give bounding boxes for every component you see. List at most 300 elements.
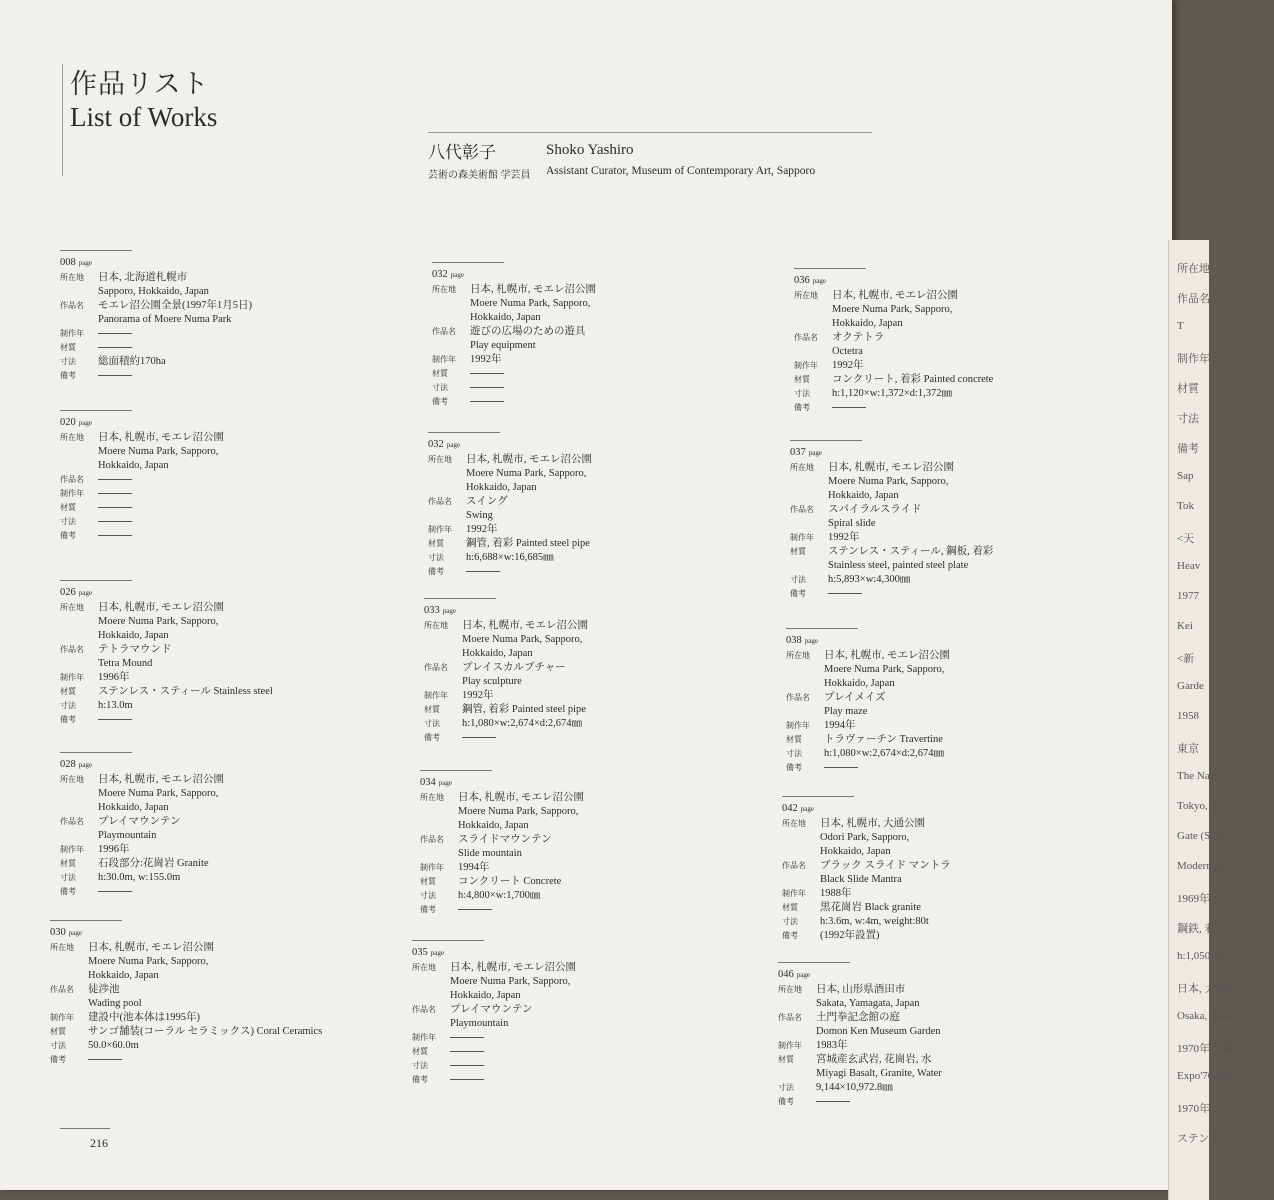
field-label: 寸法 <box>420 891 436 900</box>
entry-field-year <box>782 887 1102 901</box>
field-value: 日本, 札幌市, モエレ沼公園 Moere Numa Park, Sapporo, Hokkaido, Japan <box>98 432 224 471</box>
field-value <box>98 713 132 727</box>
page-label: page <box>450 271 464 279</box>
field-value: 日本, 札幌市, モエレ沼公園 Moere Numa Park, Sapporo, Hokkaido, Japan <box>88 942 214 981</box>
field-value: 総面積約170ha <box>98 356 166 367</box>
entry-field-note <box>432 395 752 409</box>
entry-field-mat <box>412 1045 732 1059</box>
empty-dash <box>832 407 866 408</box>
field-label: 備考 <box>428 567 444 576</box>
entry-field-title <box>60 815 380 843</box>
entry-field-note <box>50 1053 370 1067</box>
field-value <box>470 367 504 381</box>
empty-dash <box>98 521 132 522</box>
field-value: ステンレス・スティール Stainless steel <box>98 686 273 697</box>
field-label: 制作年 <box>424 691 448 700</box>
entry-field-title <box>60 299 380 327</box>
entry-rule <box>412 940 484 941</box>
field-label: 寸法 <box>782 917 798 926</box>
entry-page-ref: 036 page <box>794 275 826 286</box>
field-label: 作品名 <box>778 1013 802 1022</box>
field-value: プレイメイズ Play maze <box>824 692 886 717</box>
field-value <box>450 1073 484 1087</box>
entry-field-title <box>782 859 1102 887</box>
entry-field-year <box>420 861 740 875</box>
field-label: 作品名 <box>432 327 456 336</box>
work-entry <box>790 440 1110 601</box>
empty-dash <box>828 593 862 594</box>
adjacent-page-text: 材質 <box>1177 383 1199 395</box>
field-label: 所在地 <box>428 455 452 464</box>
field-value: 1992年 <box>828 532 860 543</box>
field-value: 日本, 札幌市, モエレ沼公園 Moere Numa Park, Sapporo, Hokkaido, Japan <box>470 284 596 323</box>
empty-dash <box>470 401 504 402</box>
field-value <box>450 1045 484 1059</box>
adjacent-page-text: Osaka, Japan <box>1177 1010 1236 1022</box>
entry-field-mat <box>432 367 752 381</box>
field-label: 備考 <box>432 397 448 406</box>
entry-field-loc <box>432 283 752 325</box>
field-label: 作品名 <box>428 497 452 506</box>
field-label: 所在地 <box>786 651 810 660</box>
empty-dash <box>98 479 132 480</box>
field-label: 備考 <box>794 403 810 412</box>
field-value: プレイスカルプチャー Play sculpture <box>462 662 566 687</box>
folio-rule <box>60 1128 110 1129</box>
entry-field-year <box>790 531 1110 545</box>
field-value: 1996年 <box>98 844 130 855</box>
entry-page-ref: 038 page <box>786 635 818 646</box>
field-label: 備考 <box>782 931 798 940</box>
entry-field-dim <box>782 915 1102 929</box>
adjacent-page-text: Expo'70 Foun <box>1177 1070 1239 1082</box>
field-label: 材質 <box>790 547 806 556</box>
work-entry <box>60 580 380 727</box>
field-value: スライドマウンテン Slide mountain <box>458 834 552 859</box>
field-value: 1983年 <box>816 1040 848 1051</box>
field-value <box>98 327 132 341</box>
field-value: サンゴ舗装(コーラル セラミックス) Coral Ceramics <box>88 1026 323 1037</box>
entry-field-mat <box>424 703 744 717</box>
adjacent-page-text: Tokyo, Ja <box>1177 800 1220 812</box>
adjacent-page-text: Heav <box>1177 560 1201 572</box>
adjacent-page-text: 所在地 <box>1177 263 1210 275</box>
adjacent-page-text: 日本, 大阪府 <box>1177 983 1238 995</box>
page-label: page <box>804 637 818 645</box>
entry-field-title <box>420 833 740 861</box>
page-label: page <box>78 259 92 267</box>
entry-field-note <box>424 731 744 745</box>
entry-rule <box>60 580 132 581</box>
field-value: h:1,080×w:2,674×d:2,674㎜ <box>462 718 583 729</box>
field-label: 備考 <box>420 905 436 914</box>
field-label: 作品名 <box>412 1005 436 1014</box>
adjacent-page-text: ステンレス・スティ <box>1177 1133 1274 1145</box>
field-label: 備考 <box>778 1097 794 1106</box>
field-label: 所在地 <box>424 621 448 630</box>
entry-field-loc <box>794 289 1114 331</box>
entry-field-dim <box>412 1059 732 1073</box>
entry-page-ref: 008 page <box>60 257 92 268</box>
field-label: 備考 <box>50 1055 66 1064</box>
author-name-japanese: 八代彰子 <box>428 143 496 162</box>
work-entry <box>50 920 370 1067</box>
page-label: page <box>78 761 92 769</box>
field-label: 寸法 <box>412 1061 428 1070</box>
entry-field-mat <box>420 875 740 889</box>
empty-dash <box>458 909 492 910</box>
adjacent-page-text: 寸法 <box>1177 413 1199 425</box>
entry-field-loc <box>778 983 1098 1011</box>
entry-rule <box>60 250 132 251</box>
entry-field-title <box>432 325 752 353</box>
field-label: 材質 <box>794 375 810 384</box>
field-value: 徒渉池 Wading pool <box>88 984 142 1009</box>
field-value: h:4,800×w:1,700㎜ <box>458 890 541 901</box>
entry-field-loc <box>790 461 1110 503</box>
work-entry <box>60 752 380 899</box>
field-value: ブラック スライド マントラ Black Slide Mantra <box>820 860 951 885</box>
field-value: 宮城産玄武岩, 花崗岩, 水 Miyagi Basalt, Granite, Water <box>816 1054 942 1079</box>
field-label: 制作年 <box>60 489 84 498</box>
entry-page-ref: 042 page <box>782 803 814 814</box>
entry-field-mat <box>782 901 1102 915</box>
entry-field-year <box>432 353 752 367</box>
adjacent-page-edge <box>1168 240 1274 1200</box>
field-label: 材質 <box>60 859 76 868</box>
entry-rule <box>786 628 858 629</box>
entry-field-loc <box>428 453 748 495</box>
author-role-japanese: 芸術の森美術館 学芸員 <box>428 170 531 181</box>
field-value: 石段部分:花崗岩 Granite <box>98 858 209 869</box>
field-value: モエレ沼公園全景(1997年1月5日) Panorama of Moere Numa Park <box>98 300 252 325</box>
entry-page-ref: 030 page <box>50 927 82 938</box>
field-label: 材質 <box>786 735 802 744</box>
entry-field-note <box>778 1095 1098 1109</box>
field-value: h:1,120×w:1,372×d:1,372㎜ <box>832 388 953 399</box>
field-label: 作品名 <box>794 333 818 342</box>
field-label: 作品名 <box>786 693 810 702</box>
field-value <box>98 341 132 355</box>
field-label: 制作年 <box>778 1041 802 1050</box>
entry-field-dim <box>428 551 748 565</box>
entry-field-note <box>60 885 380 899</box>
field-value <box>832 401 866 415</box>
field-value: 9,144×10,972.8㎜ <box>816 1082 893 1093</box>
field-value: ステンレス・スティール, 鋼板, 着彩 Stainless steel, painted steel plate <box>828 546 994 571</box>
entry-field-year <box>60 843 380 857</box>
field-value: h:30.0m, w:155.0m <box>98 872 181 883</box>
field-value: h:3.6m, w:4m, weight:80t <box>820 916 929 927</box>
field-value: 1992年 <box>832 360 864 371</box>
empty-dash <box>98 719 132 720</box>
field-value <box>88 1053 122 1067</box>
entry-page-ref: 046 page <box>778 969 810 980</box>
field-value: 日本, 札幌市, モエレ沼公園 Moere Numa Park, Sapporo, Hokkaido, Japan <box>828 462 954 501</box>
entry-field-title <box>428 495 748 523</box>
field-label: 作品名 <box>60 475 84 484</box>
field-label: 材質 <box>50 1027 66 1036</box>
field-label: 備考 <box>60 371 76 380</box>
field-label: 所在地 <box>782 819 806 828</box>
field-label: 作品名 <box>782 861 806 870</box>
adjacent-page-text: h:1,050.0× <box>1177 950 1225 962</box>
entry-field-loc <box>60 773 380 815</box>
entry-field-year <box>424 689 744 703</box>
entry-field-dim <box>790 573 1110 587</box>
work-entry <box>412 940 732 1087</box>
entry-page-ref: 037 page <box>790 447 822 458</box>
field-label: 制作年 <box>412 1033 436 1042</box>
entry-field-note <box>428 565 748 579</box>
field-label: 寸法 <box>50 1041 66 1050</box>
empty-dash <box>470 373 504 374</box>
field-value: 鋼管, 着彩 Painted steel pipe <box>466 538 590 549</box>
page-title-english: List of Works <box>70 102 218 132</box>
entry-field-year <box>778 1039 1098 1053</box>
entry-field-year <box>786 719 1106 733</box>
entry-field-note <box>794 401 1114 415</box>
field-label: 寸法 <box>778 1083 794 1092</box>
field-label: 材質 <box>424 705 440 714</box>
adjacent-page-text: Garde <box>1177 680 1204 692</box>
field-label: 所在地 <box>420 793 444 802</box>
field-label: 制作年 <box>790 533 814 542</box>
field-value: コンクリート Concrete <box>458 876 562 887</box>
entry-field-year <box>412 1031 732 1045</box>
field-value: コンクリート, 着彩 Painted concrete <box>832 374 994 385</box>
author-name-english: Shoko Yashiro <box>546 142 634 158</box>
field-label: 作品名 <box>60 817 84 826</box>
work-entry <box>786 628 1106 775</box>
field-label: 制作年 <box>60 845 84 854</box>
entry-field-note <box>60 713 380 727</box>
title-side-rule <box>62 64 63 176</box>
entry-field-note <box>782 929 1102 943</box>
field-label: 所在地 <box>50 943 74 952</box>
adjacent-page-text: <新 <box>1177 653 1195 665</box>
entry-page-ref: 034 page <box>420 777 452 788</box>
empty-dash <box>98 535 132 536</box>
field-value: 1992年 <box>462 690 494 701</box>
empty-dash <box>470 387 504 388</box>
entry-field-loc <box>420 791 740 833</box>
entry-rule <box>424 598 496 599</box>
field-value: 建設中(池本体は1995年) <box>88 1012 200 1023</box>
empty-dash <box>98 493 132 494</box>
entry-field-mat <box>786 733 1106 747</box>
field-label: 所在地 <box>790 463 814 472</box>
field-label: 作品名 <box>790 505 814 514</box>
field-label: 作品名 <box>50 985 74 994</box>
entry-field-title <box>50 983 370 1011</box>
field-value <box>828 587 862 601</box>
entry-field-note <box>60 529 380 543</box>
entry-field-year <box>50 1011 370 1025</box>
entry-rule <box>60 410 132 411</box>
page-label: page <box>438 779 452 787</box>
field-value: (1992年設置) <box>820 930 880 941</box>
entry-field-loc <box>60 271 380 299</box>
field-label: 備考 <box>60 715 76 724</box>
entry-field-dim <box>786 747 1106 761</box>
field-value: h:13.0m <box>98 700 133 711</box>
field-value: 1992年 <box>470 354 502 365</box>
page-label: page <box>68 929 82 937</box>
entry-field-loc <box>782 817 1102 859</box>
entry-rule <box>794 268 866 269</box>
entry-field-title <box>60 473 380 487</box>
field-value <box>470 395 504 409</box>
entry-page-ref: 033 page <box>424 605 456 616</box>
field-value: 1988年 <box>820 888 852 899</box>
field-value: 1994年 <box>458 862 490 873</box>
field-label: 材質 <box>60 687 76 696</box>
field-value <box>824 761 858 775</box>
entry-field-note <box>790 587 1110 601</box>
field-value: トラヴァーチン Travertine <box>824 734 943 745</box>
page-label: page <box>446 441 460 449</box>
field-value: h:6,688×w:16,685㎜ <box>466 552 554 563</box>
work-entry <box>420 770 740 917</box>
entry-rule <box>428 432 500 433</box>
entry-field-note <box>786 761 1106 775</box>
adjacent-page-text: Sap <box>1177 470 1194 482</box>
field-label: 作品名 <box>424 663 448 672</box>
entry-page-ref: 032 page <box>428 439 460 450</box>
field-label: 材質 <box>782 903 798 912</box>
field-label: 作品名 <box>60 301 84 310</box>
field-label: 所在地 <box>432 285 456 294</box>
field-value: スイング Swing <box>466 496 508 521</box>
entry-page-ref: 026 page <box>60 587 92 598</box>
entry-field-title <box>794 331 1114 359</box>
field-label: 制作年 <box>782 889 806 898</box>
field-value: オクテトラ Octetra <box>832 332 885 357</box>
field-label: 寸法 <box>60 701 76 710</box>
field-label: 備考 <box>424 733 440 742</box>
field-label: 作品名 <box>60 645 84 654</box>
field-value: プレイマウンテン Playmountain <box>98 816 181 841</box>
entry-field-title <box>424 661 744 689</box>
empty-dash <box>450 1037 484 1038</box>
entry-page-ref: 035 page <box>412 947 444 958</box>
entry-field-note <box>60 369 380 383</box>
entry-field-note <box>412 1073 732 1087</box>
field-label: 備考 <box>412 1075 428 1084</box>
field-value: 1996年 <box>98 672 130 683</box>
field-label: 所在地 <box>60 273 84 282</box>
field-label: 備考 <box>60 887 76 896</box>
field-value <box>98 473 132 487</box>
field-label: 制作年 <box>50 1013 74 1022</box>
field-value: 1994年 <box>824 720 856 731</box>
field-label: 備考 <box>790 589 806 598</box>
field-value <box>450 1059 484 1073</box>
entry-field-dim <box>60 871 380 885</box>
entry-rule <box>790 440 862 441</box>
adjacent-page-text: 1969年 <box>1177 893 1210 905</box>
field-label: 寸法 <box>428 553 444 562</box>
page-label: page <box>442 607 456 615</box>
field-value: 土門拳記念館の庭 Domon Ken Museum Garden <box>816 1012 941 1037</box>
field-value: 50.0×60.0m <box>88 1040 139 1051</box>
empty-dash <box>98 891 132 892</box>
adjacent-page-text: 東京 <box>1177 743 1199 755</box>
entry-field-mat <box>60 341 380 355</box>
field-value: プレイマウンテン Playmountain <box>450 1004 533 1029</box>
field-value <box>98 487 132 501</box>
page-title-japanese: 作品リスト <box>70 69 210 99</box>
field-label: 材質 <box>778 1055 794 1064</box>
field-label: 所在地 <box>412 963 436 972</box>
adjacent-page-text: 1958 <box>1177 710 1199 722</box>
field-value: 日本, 札幌市, モエレ沼公園 Moere Numa Park, Sapporo, Hokkaido, Japan <box>832 290 958 329</box>
page-number: 216 <box>90 1136 108 1150</box>
adjacent-page-text: The Nat <box>1177 770 1213 782</box>
entry-field-year <box>60 327 380 341</box>
entry-field-year <box>794 359 1114 373</box>
field-value: スパイラルスライド Spiral slide <box>828 504 922 529</box>
field-label: 寸法 <box>60 357 76 366</box>
empty-dash <box>816 1101 850 1102</box>
field-label: 材質 <box>60 503 76 512</box>
entry-field-dim <box>432 381 752 395</box>
entry-field-loc <box>786 649 1106 691</box>
entry-field-loc <box>424 619 744 661</box>
entry-field-mat <box>60 501 380 515</box>
empty-dash <box>98 347 132 348</box>
field-label: 作品名 <box>420 835 444 844</box>
work-entry <box>424 598 744 745</box>
work-entry <box>794 268 1114 415</box>
empty-dash <box>98 507 132 508</box>
entry-field-year <box>60 487 380 501</box>
field-value: 日本, 札幌市, 大通公園 Odori Park, Sapporo, Hokkaido, Japan <box>820 818 925 857</box>
entry-field-mat <box>60 857 380 871</box>
entry-page-ref: 020 page <box>60 417 92 428</box>
adjacent-page-text: 作品名 <box>1177 293 1210 305</box>
entry-field-dim <box>424 717 744 731</box>
entry-field-loc <box>50 941 370 983</box>
empty-dash <box>88 1059 122 1060</box>
entry-rule <box>50 920 122 921</box>
work-entry <box>782 796 1102 943</box>
empty-dash <box>462 737 496 738</box>
adjacent-page-text: 1977 <box>1177 590 1199 602</box>
field-label: 備考 <box>786 763 802 772</box>
field-label: 寸法 <box>786 749 802 758</box>
entry-field-mat <box>794 373 1114 387</box>
field-value: 日本, 札幌市, モエレ沼公園 Moere Numa Park, Sapporo, Hokkaido, Japan <box>458 792 584 831</box>
entry-field-mat <box>60 685 380 699</box>
field-value: 日本, 札幌市, モエレ沼公園 Moere Numa Park, Sapporo, Hokkaido, Japan <box>462 620 588 659</box>
adjacent-page-text: Gate (Scul <box>1177 830 1224 842</box>
empty-dash <box>824 767 858 768</box>
entry-field-dim <box>778 1081 1098 1095</box>
field-value <box>466 565 500 579</box>
author-rule <box>428 132 872 133</box>
work-entry <box>428 432 748 579</box>
entry-field-dim <box>420 889 740 903</box>
entry-field-loc <box>60 431 380 473</box>
adjacent-page-text: 備考 <box>1177 443 1199 455</box>
field-value <box>450 1031 484 1045</box>
page-label: page <box>78 589 92 597</box>
page-label: page <box>430 949 444 957</box>
entry-field-dim <box>60 515 380 529</box>
field-label: 寸法 <box>790 575 806 584</box>
